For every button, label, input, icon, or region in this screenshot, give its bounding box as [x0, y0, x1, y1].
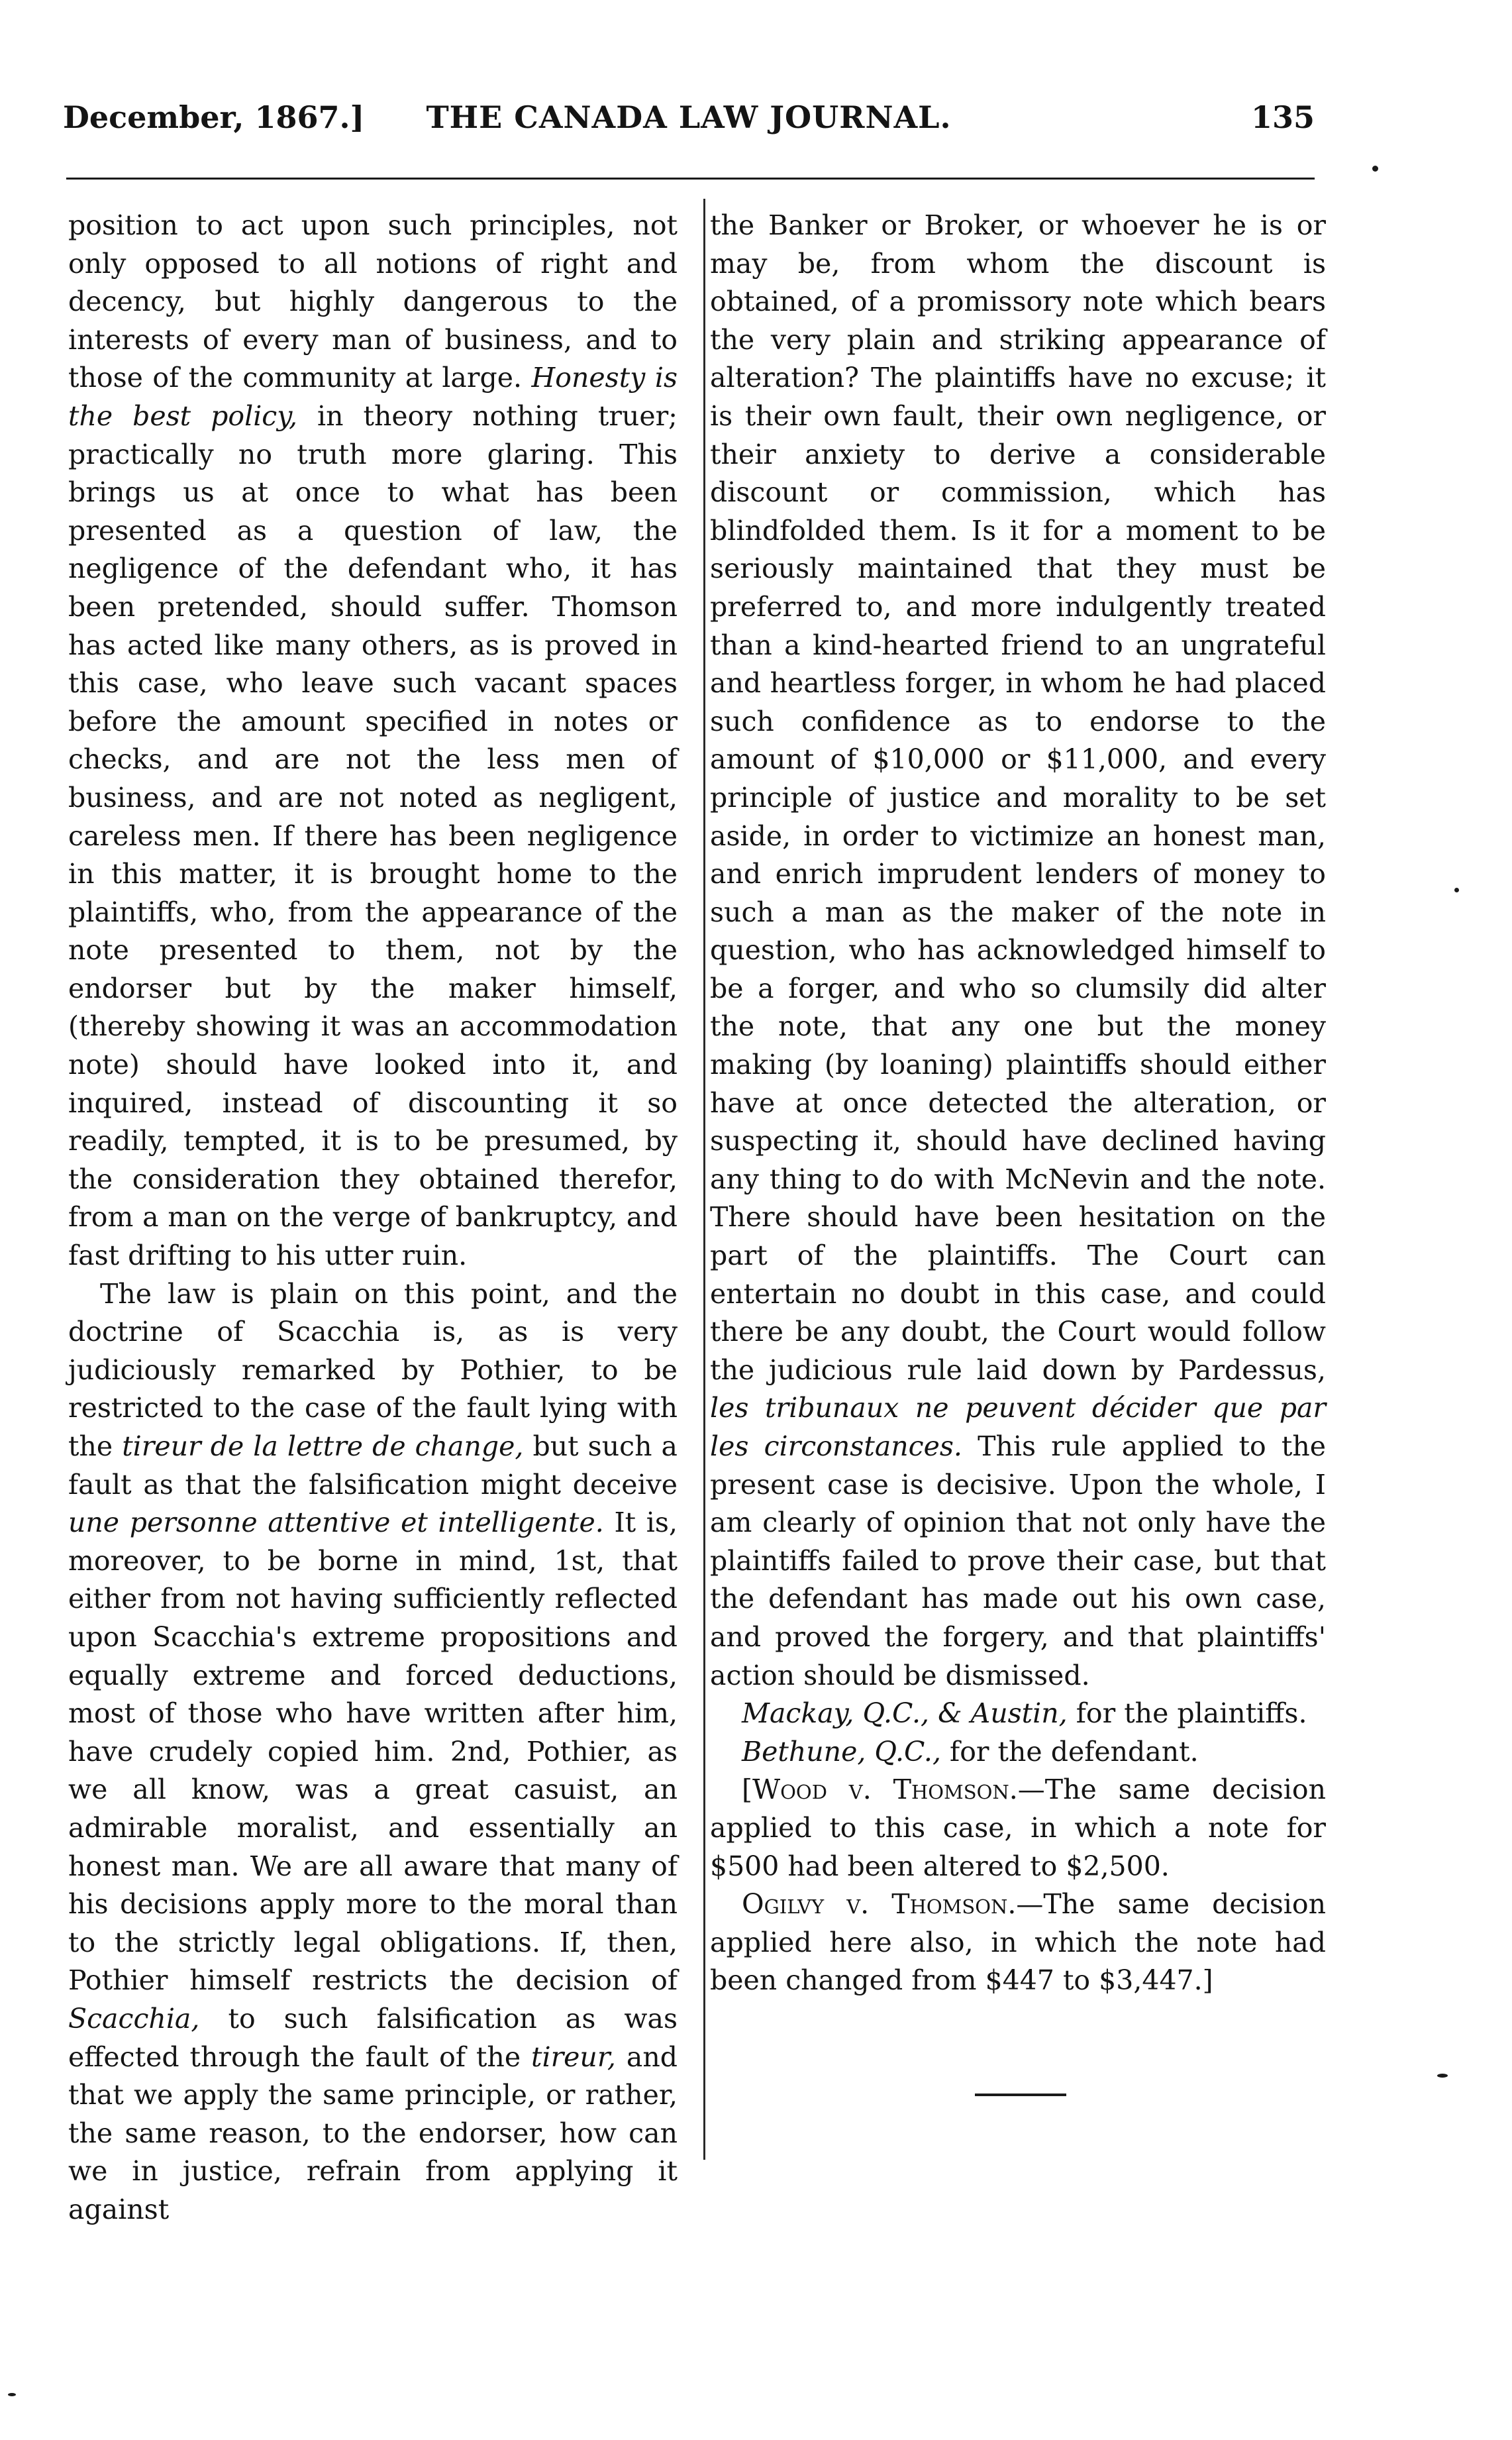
italic-run: tireur,: [530, 2041, 616, 2073]
ink-speck: [1454, 888, 1459, 892]
text-run: —The same decision applied here also, in which the note had been changed from $447 to $3,447.]: [710, 1888, 1326, 1997]
text-run: It is, moreover, to be borne in mind, 1st, that either from not having sufficiently reflected upon Scacchia's extreme propositions and equally extreme and forced deductions, most of those who have written after him, have crudely copied him. 2nd, Pothier, as we all know, was a great casuist, an admirable moralist, and essentially an honest man. We are all aware that many of his decisions apply more to the moral than to the strictly legal obligations. If, then, Pothier himself restricts the decision of: [68, 1507, 678, 1997]
italic-run: Bethune, Q.C.,: [742, 1735, 941, 1768]
page-number: 135: [1250, 99, 1315, 135]
counsel-plaintiffs: [710, 1695, 1326, 1733]
paragraph: [68, 1275, 678, 2229]
running-head: [63, 99, 1315, 146]
ink-speck: [1437, 2074, 1448, 2078]
text-run: [: [742, 1774, 752, 1806]
text-run: position to act upon such principles, not only opposed to all notions of right and decency, but highly dangerous to the interests of every man of business, and to those of the community at large.: [68, 209, 678, 394]
text-run: but such a fault as that the falsification might deceive: [68, 1430, 678, 1501]
text-run: the Banker or Broker, or whoever he is or may be, from whom the discount is obtained, of a promissory note which bears the very plain and striking appearance of alteration? The plaintiffs have no excuse; it is their own fault, their own negligence, or their anxiety to derive a considerable discount or commission, which has blindfolded them. Is it for a moment to be seriously maintained that they must be preferred to, and more indulgently treated than a kind-hearted friend to an ungrateful and heartless forger, in whom he had placed such confidence as to endorse to the amount of $10,000 or $11,000, and every principle of justice and morality to be set aside, in order to victimize an honest man, and enrich imprudent lenders of money to such a man as the maker of the note in question, who has acknowledged himself to be a forger, and who so clumsily did alter the note, that any one but the money making (by loaning) plaintiffs should either have at once detected the alteration, or suspecting it, should have declined having any thing to do with McNevin and the note. There should have been hesitation on the part of the plaintiffs. The Court can entertain no doubt in this case, and could there be any doubt, the Court would follow the judicious rule laid down by Pardessus,: [710, 209, 1326, 1386]
header-rule: [66, 178, 1315, 180]
italic-run: tireur de la lettre de change,: [122, 1430, 524, 1462]
counsel-defendant: [710, 1733, 1326, 1772]
italic-run: une personne attentive et intelligente.: [68, 1507, 604, 1539]
text-run: in theory nothing truer; practically no truth more glaring. This brings us at once to what has been presented as a question of law, the negligence of the defendant who, it has been pretended, should suffer. Thomson has acted like many others, as is proved in this case, who leave such vacant spaces before the amount specified in notes or checks, and are not the less men of business, and are not noted as negligent, careless men. If there has been negligence in this matter, it is brought home to the plaintiffs, who, from the appearance of the note presented to them, not by the endorser but by the maker himself, (thereby showing it was an accommodation note) should have looked into it, and inquired, instead of discounting it so readily, tempted, it is to be presumed, by the consideration they obtained therefor, from a man on the verge of bankruptcy, and fast drifting to his utter ruin.: [68, 399, 678, 1272]
italic-run: Honesty is the best policy,: [68, 362, 678, 432]
text-run: The law is plain on this point, and the doctrine of Scacchia is, as is very judiciously remarked by Pothier, to be restricted to the case of the fault lying with the: [68, 1277, 678, 1462]
text-run: This rule applied to the present case is decisive. Upon the whole, I am clearly of opinion that not only have the plaintiffs failed to prove their case, but that the defendant has made out his own case, and proved the forgery, and that plaintiffs' action should be dismissed.: [710, 1430, 1326, 1691]
case-name: Ogilvy v. Thomson.: [742, 1888, 1017, 1921]
related-case-note: [710, 1885, 1326, 2000]
italic-run: Scacchia,: [68, 2002, 200, 2035]
journal-title: THE CANADA LAW JOURNAL.: [426, 99, 952, 135]
column-rule: [703, 199, 705, 2160]
italic-run: les tribunaux ne peuvent décider que par les circonstances.: [710, 1392, 1326, 1462]
text-run: —The same decision applied to this case, in which a note for $500 had been altered to $2,500.: [710, 1774, 1326, 1882]
paragraph: [710, 207, 1326, 1695]
text-run: and that we apply the same principle, or rather, the same reason, to the endorser, how can we in justice, refrain from applying it against: [68, 2041, 678, 2225]
related-case-note: [710, 1771, 1326, 1885]
ink-speck: [1372, 166, 1378, 172]
ink-speck: [8, 2393, 16, 2396]
header-date: December, 1867.]: [63, 99, 365, 135]
section-end-rule: [975, 2094, 1066, 2096]
text-run: to such falsification as was effected through the fault of the: [68, 2002, 678, 2073]
right-column: [710, 207, 1326, 2000]
text-run: for the defendant.: [941, 1735, 1199, 1768]
text-run: for the plaintiffs.: [1067, 1697, 1307, 1730]
case-name: Wood v. Thomson.: [752, 1774, 1018, 1806]
paragraph: [68, 207, 678, 1275]
left-column: [68, 207, 678, 2229]
italic-run: Mackay, Q.C., & Austin,: [742, 1697, 1068, 1730]
